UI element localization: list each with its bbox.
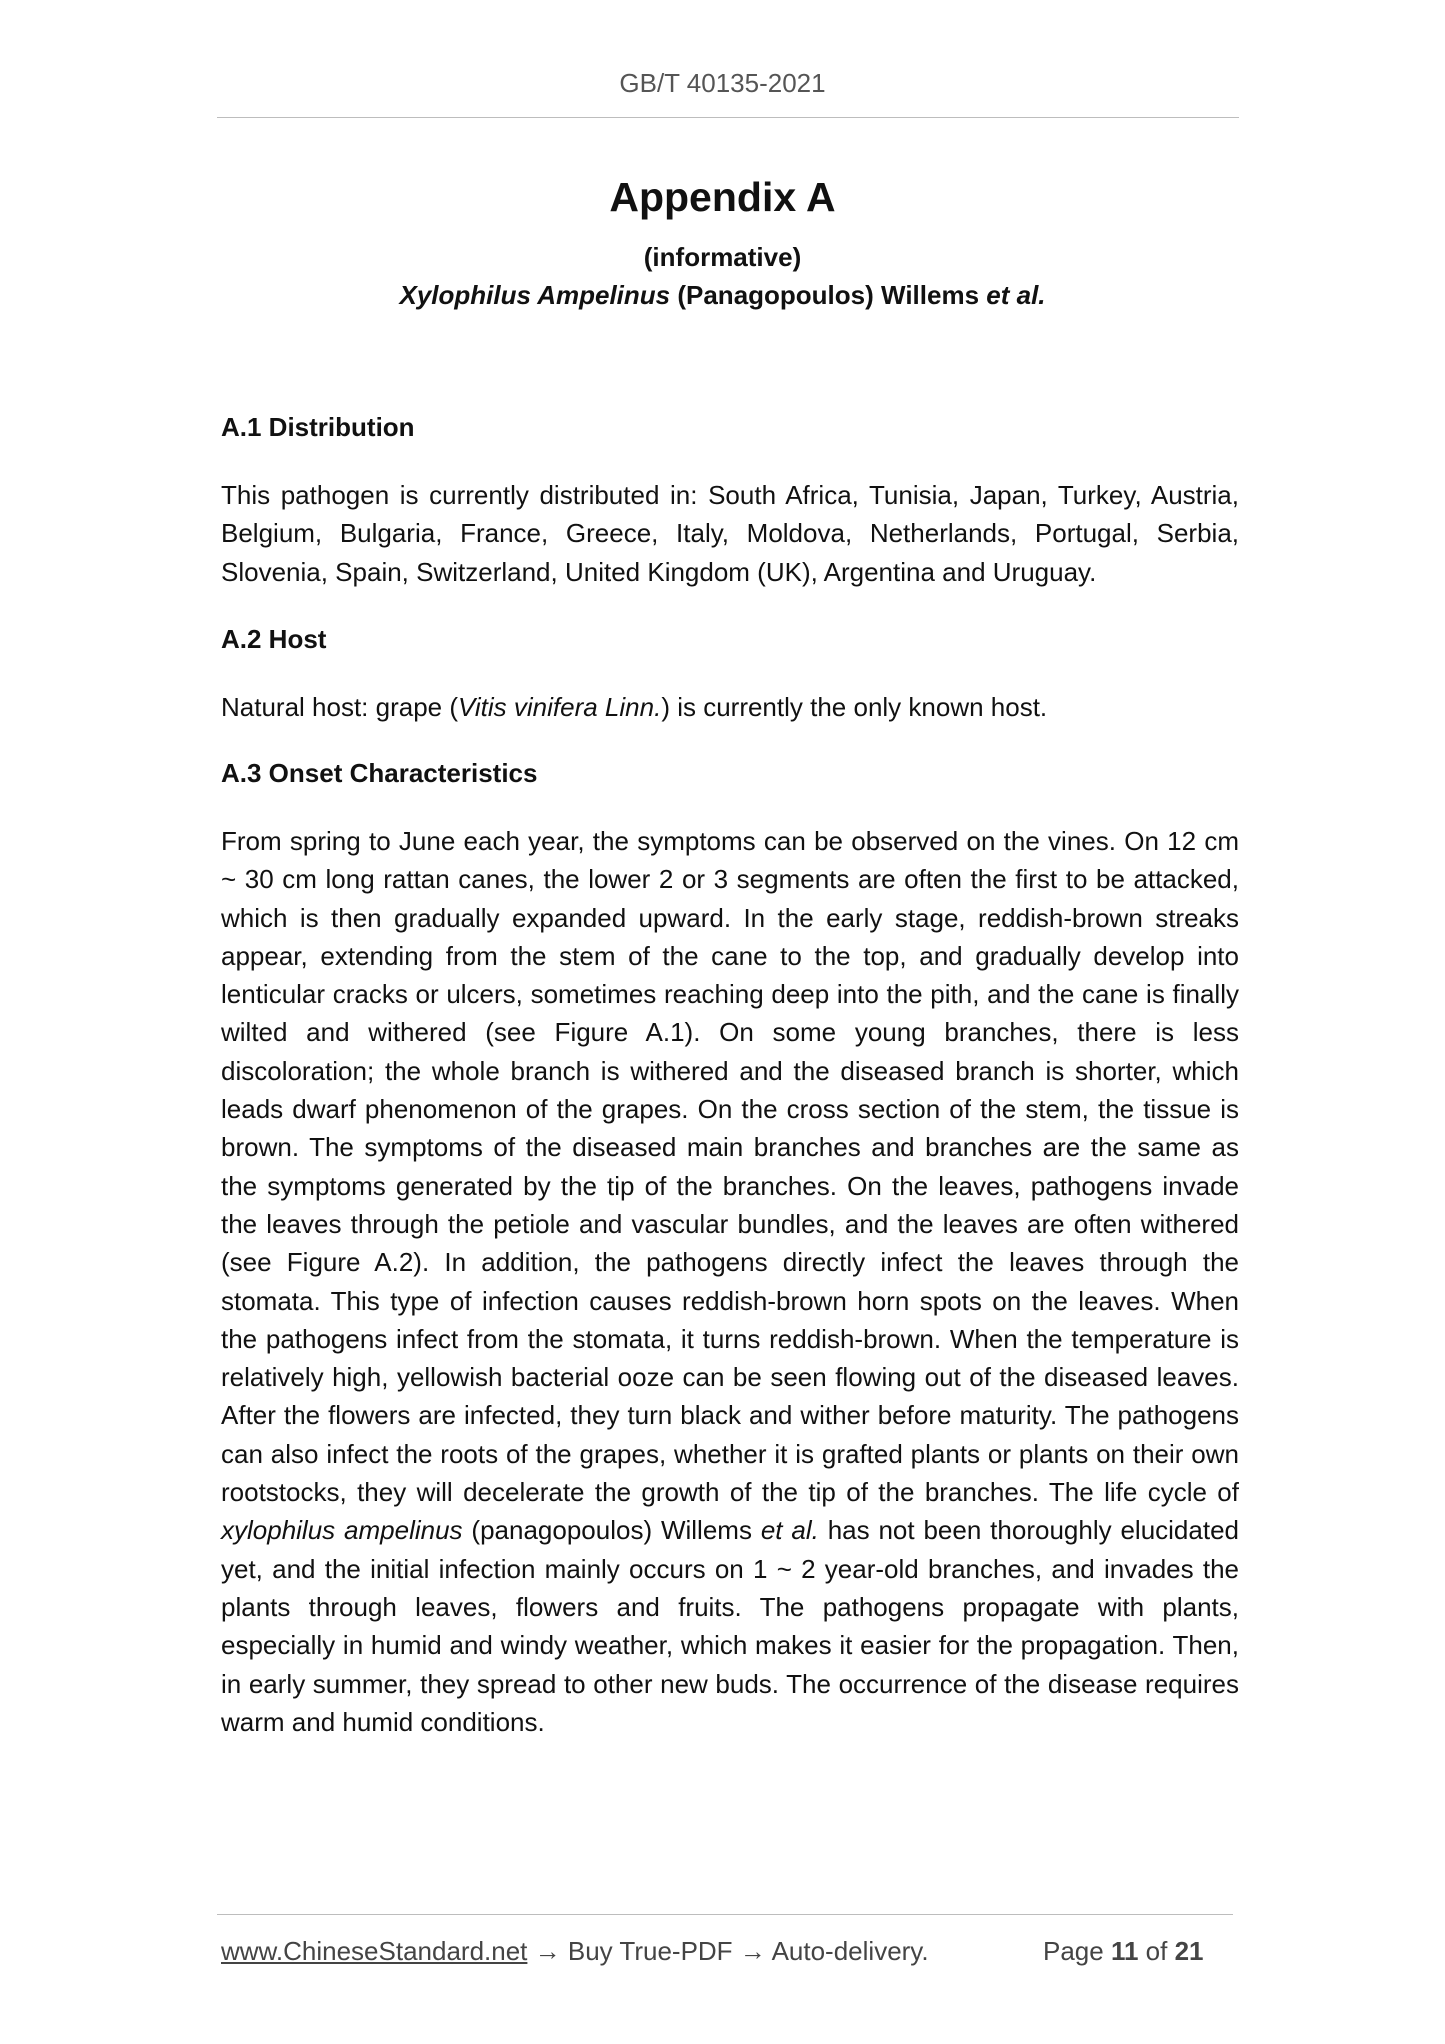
page-number <box>1043 1936 1204 1967</box>
host-species: Vitis vinifera Linn. <box>458 692 662 722</box>
onset-organism-name: xylophilus ampelinus <box>221 1515 463 1546</box>
header-divider <box>217 117 1239 118</box>
distribution-paragraph: This pathogen is currently distributed in: South Africa, Tunisia, Japan, Turkey, Austria, Belgium, Bulgaria, France, Greece, Italy, Moldova, Netherlands, Portugal, Serbia, Slovenia, Spain, Switzerland, United Kingdom (UK), Argentina and Uruguay. <box>221 480 1239 587</box>
footer-promo <box>221 1936 929 1967</box>
onset-text-part3: has not been thoroughly elucidated yet, and the initial infection mainly occurs on 1 ~ 2 year-old branches, and invades the plants through leaves, flowers and fruits. The pathogens propagate with plants, especially in humid and windy weather, which makes it easier for the propagation. Then, in early summer, they spread to other new buds. The occurrence of the disease requires warm and humid conditions. <box>221 1515 1239 1737</box>
page-current: 11 <box>1110 1936 1139 1966</box>
organism-et-al: et al. <box>986 280 1046 310</box>
footer-divider <box>217 1914 1233 1915</box>
section-heading-distribution: A.1 Distribution <box>221 412 415 442</box>
onset-et-al: et al. <box>760 1515 819 1546</box>
document-id-header: GB/T 40135-2021 <box>619 68 826 98</box>
website-link[interactable]: www.ChineseStandard.net <box>221 1936 528 1966</box>
onset-text-part2: (panagopoulos) Willems <box>462 1515 761 1546</box>
page-total: 21 <box>1174 1936 1204 1966</box>
host-paragraph <box>221 688 1239 726</box>
section-heading-host: A.2 Host <box>221 624 327 654</box>
organism-authority: (Panagopoulos) Willems <box>670 280 987 310</box>
appendix-subtitle: (informative) <box>643 242 802 272</box>
section-heading-onset: A.3 Onset Characteristics <box>221 758 538 788</box>
page-label: Page <box>1043 1936 1111 1966</box>
host-text-before: Natural host: grape ( <box>221 692 459 722</box>
host-text-after: ) is currently the only known host. <box>661 692 1048 722</box>
appendix-organism-name <box>0 280 1445 311</box>
organism-genus-species: Xylophilus Ampelinus <box>399 280 671 310</box>
onset-text-part1: From spring to June each year, the symptoms can be observed on the vines. On 12 cm ~ 30 cm long rattan canes, the lower 2 or 3 segments are often the first to be attacked, which is then gradually expanded upward. In the early stage, reddish-brown streaks appear, extending from the stem of the cane to the top, and gradually develop into lenticular cracks or ulcers, sometimes reaching deep into the pith, and the cane is finally wilted and withered (see Figure A.1). On some young branches, there is less discoloration; the whole branch is withered and the diseased branch is shorter, which leads dwarf phenomenon of the grapes. On the cross section of the stem, the tissue is brown. The symptoms of the diseased main branches and branches are the same as the symptoms generated by the tip of the branches. On the leaves, pathogens invade the leaves through the petiole and vascular bundles, and the leaves are often withered (see Figure A.2). In addition, the pathogens directly infect the leaves through the stomata. This type of infection causes reddish-brown horn spots on the leaves. When the pathogens infect from the stomata, it turns reddish-brown. When the temperature is relatively high, yellowish bacterial ooze can be seen flowing out of the diseased leaves. After the flowers are infected, they turn black and wither before maturity. The pathogens can also infect the roots of the grapes, whether it is grafted plants or plants on their own rootstocks, they will decelerate the growth of the tip of the branches. The life cycle of <box>221 826 1239 1508</box>
appendix-title: Appendix A <box>609 174 836 220</box>
onset-paragraph <box>221 822 1239 1741</box>
page-of: of <box>1138 1936 1175 1966</box>
footer-tagline: → Buy True-PDF → Auto-delivery. <box>527 1936 929 1966</box>
